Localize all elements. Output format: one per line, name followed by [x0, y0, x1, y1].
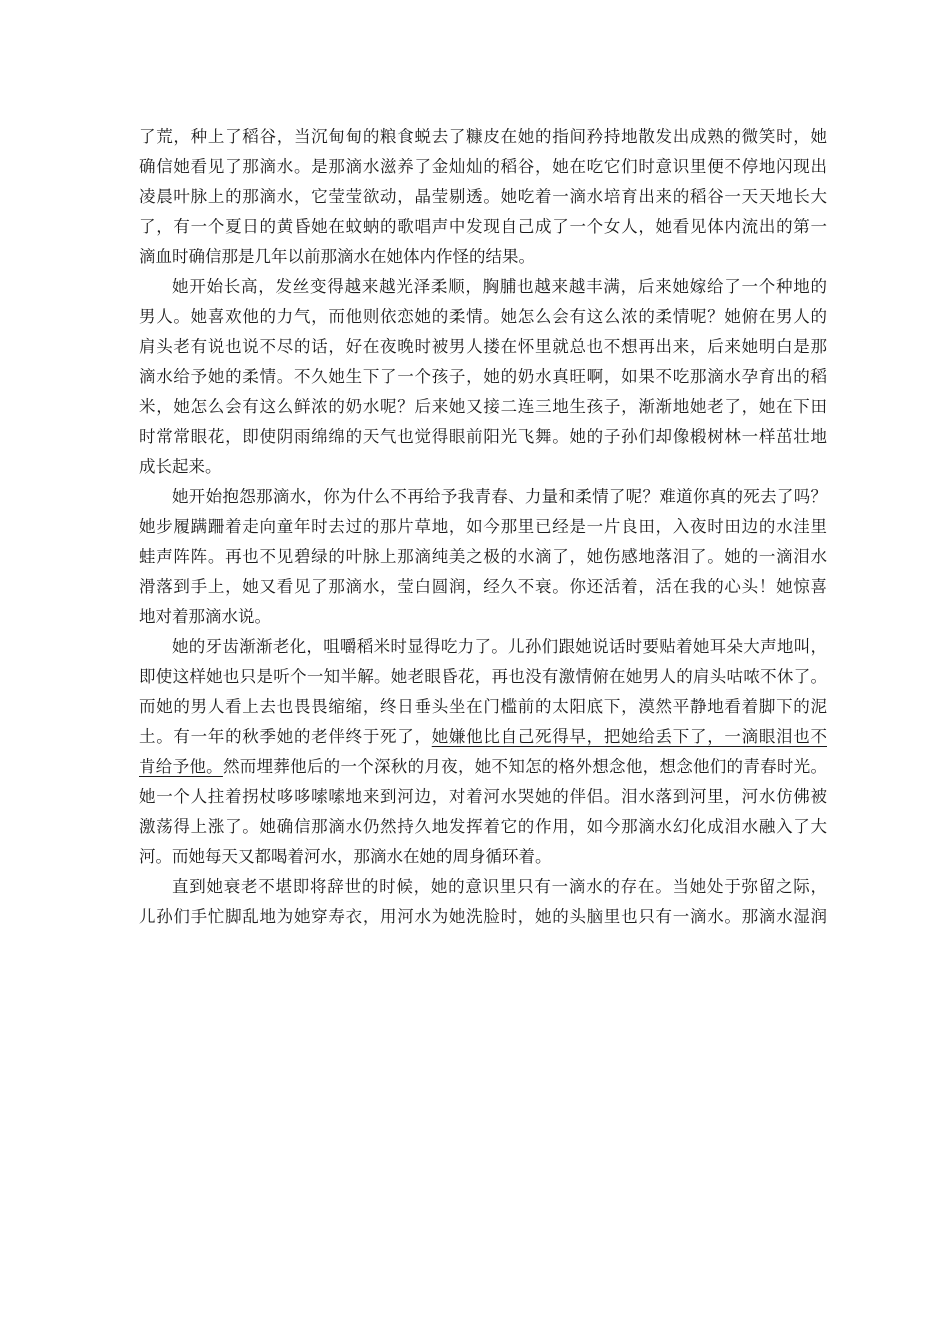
- text-line-with-underline: [139, 752, 827, 782]
- text-line: 男人。她喜欢他的力气，而他则依恋她的柔情。她怎么会有这么浓的柔情呢？她俯在男人的: [139, 307, 827, 326]
- text-line: 时常常眼花，即使阴雨绵绵的天气也觉得眼前阳光飞舞。她的子孙们却像椴树林一样茁壮地: [139, 427, 827, 446]
- text-line: 确信她看见了那滴水。是那滴水滋养了金灿灿的稻谷，她在吃它们时意识里便不停地闪现出: [139, 157, 827, 176]
- text-line: 滴血时确信那是几年以前那滴水在她体内作怪的结果。: [139, 247, 535, 266]
- text-line-with-underline: [139, 722, 827, 752]
- text-line: 她一个人拄着拐杖哆哆嗦嗦地来到河边，对着河水哭她的伴侣。泪水落到河里，河水仿佛被: [139, 787, 827, 806]
- text-line: 肩头老有说也说不尽的话，好在夜晚时被男人搂在怀里就总也不想再出来，后来她明白是那: [139, 337, 827, 356]
- underlined-sentence: 她嫌他比自己死得早，把她给丢下了，一滴眼泪也不: [431, 727, 827, 746]
- paragraph-4: [139, 632, 827, 872]
- document-page: [139, 122, 827, 932]
- text-line: 滴水给予她的柔情。不久她生下了一个孩子，她的奶水真旺啊，如果不吃那滴水孕育出的稻: [139, 367, 827, 386]
- text-line: 她开始抱怨那滴水，你为什么不再给予我青春、力量和柔情了呢？难道你真的死去了吗？: [172, 487, 827, 506]
- text-line: 她的牙齿渐渐老化，咀嚼稻米时显得吃力了。儿孙们跟她说话时要贴着她耳朵大声地叫，: [172, 637, 827, 656]
- text-line: 米，她怎么会有这么鲜浓的奶水呢？后来她又接二连三地生孩子，渐渐地她老了，她在下田: [139, 397, 827, 416]
- text-line: 河。而她每天又都喝着河水，那滴水在她的周身循环着。: [139, 847, 552, 866]
- paragraph-3: [139, 482, 827, 632]
- paragraph-1: [139, 122, 827, 272]
- text-line: 儿孙们手忙脚乱地为她穿寿衣，用河水为她洗脸时，她的头脑里也只有一滴水。那滴水湿润: [139, 907, 827, 926]
- text-line: 凌晨叶脉上的那滴水，它莹莹欲动，晶莹剔透。她吃着一滴水培育出来的稻谷一天天地长大: [139, 187, 827, 206]
- text-segment: 然而埋葬他后的一个深秋的月夜，她不知怎的格外想念他，想念他们的青春时光。: [222, 757, 827, 776]
- paragraph-2: [139, 272, 827, 482]
- text-line: 地对着那滴水说。: [139, 607, 271, 626]
- text-segment: 土。有一年的秋季她的老伴终于死了，: [139, 727, 432, 746]
- text-line: 滑落到手上，她又看见了那滴水，莹白圆润，经久不衰。你还活着，活在我的心头！她惊喜: [139, 577, 827, 596]
- text-line: 了，有一个夏日的黄昏她在蚊蚋的歌唱声中发现自己成了一个女人，她看见体内流出的第一: [139, 217, 827, 236]
- text-line: 了荒，种上了稻谷，当沉甸甸的粮食蜕去了糠皮在她的指间矜持地散发出成熟的微笑时，她: [139, 127, 827, 146]
- underlined-sentence-end: 肯给予他。: [139, 757, 223, 776]
- text-line: 她步履蹒跚着走向童年时去过的那片草地，如今那里已经是一片良田，入夜时田边的水洼里: [139, 517, 827, 536]
- text-line: 成长起来。: [139, 457, 222, 476]
- text-line: 蛙声阵阵。再也不见碧绿的叶脉上那滴纯美之极的水滴了，她伤感地落泪了。她的一滴泪水: [139, 547, 827, 566]
- text-line: 而她的男人看上去也畏畏缩缩，终日垂头坐在门槛前的太阳底下，漠然平静地看着脚下的泥: [139, 697, 827, 716]
- text-line: 激荡得上涨了。她确信那滴水仍然持久地发挥着它的作用，如今那滴水幻化成泪水融入了大: [139, 817, 827, 836]
- text-line: 她开始长高，发丝变得越来越光泽柔顺，胸脯也越来越丰满，后来她嫁给了一个种地的: [172, 277, 827, 296]
- text-line: 直到她衰老不堪即将辞世的时候，她的意识里只有一滴水的存在。当她处于弥留之际，: [172, 877, 827, 896]
- text-line: 即使这样她也只是听个一知半解。她老眼昏花，再也没有激情俯在她男人的肩头咕哝不休了。: [139, 667, 827, 686]
- paragraph-5: [139, 872, 827, 932]
